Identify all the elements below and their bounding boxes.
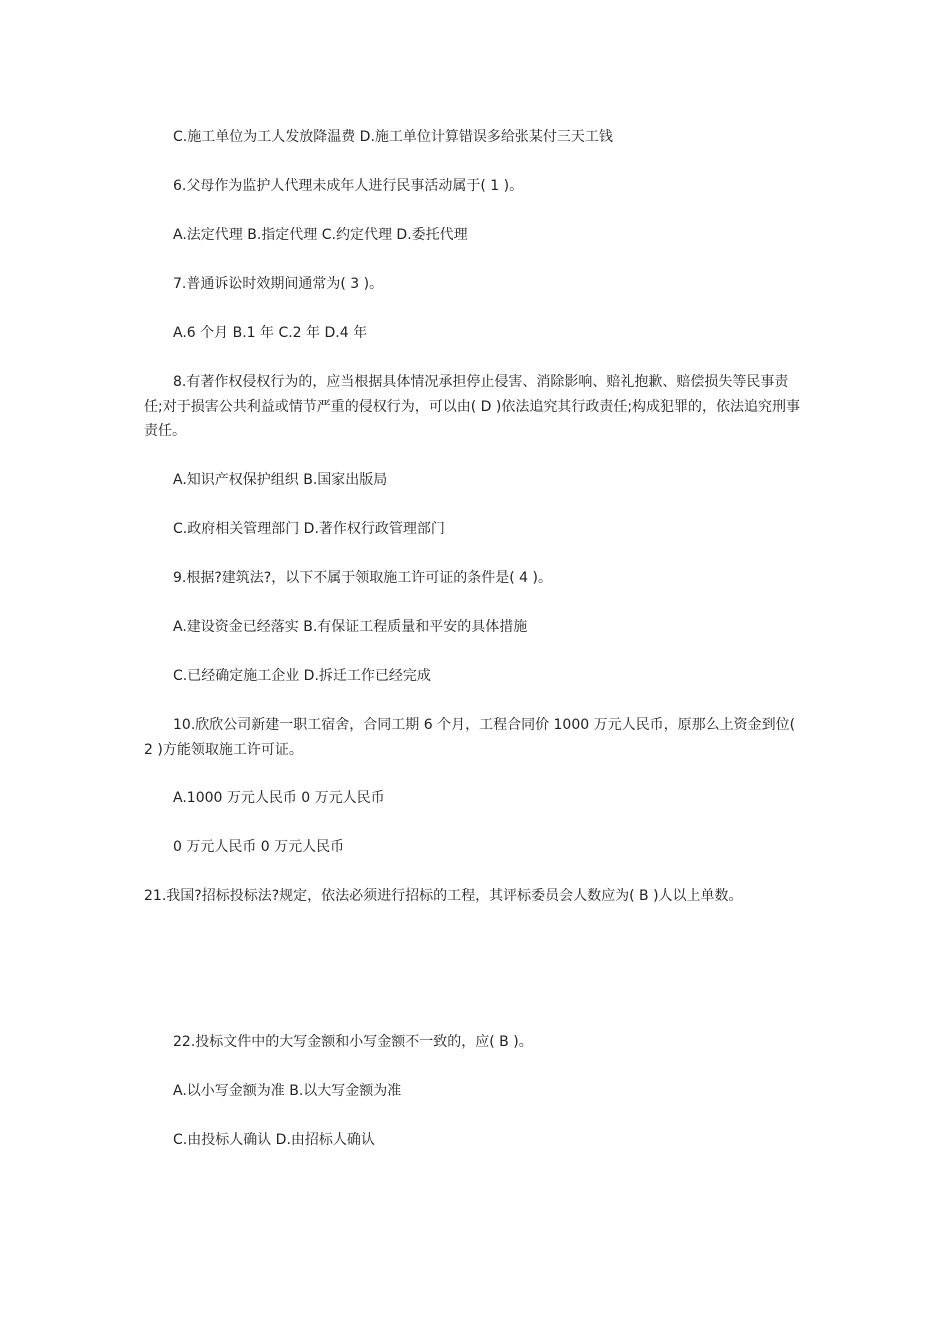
paragraph-options-cd-q10: 0 万元人民币 0 万元人民币	[173, 839, 345, 855]
paragraph-option-cd-q5: C.施工单位为工人发放降温费 D.施工单位计算错误多给张某付三天工钱	[173, 129, 613, 145]
paragraph-question-9: 9.根据?建筑法?，以下不属于领取施工许可证的条件是( 4 )。	[173, 570, 552, 586]
paragraph-question-10: 10.欣欣公司新建一职工宿舍，合同工期 6 个月，工程合同价 1000 万元人民币，原那么上资金到位( 2 )方能领取施工许可证。	[144, 717, 796, 758]
paragraph-options-ab-q8: A.知识产权保护组织 B.国家出版局	[173, 472, 388, 488]
paragraph-options-ab-q22: A.以小写金额为准 B.以大写金额为准	[173, 1083, 402, 1099]
paragraph-question-8: 8.有著作权侵权行为的，应当根据具体情况承担停止侵害、消除影响、赔礼抱歉、赔偿损失等民事责任;对于损害公共利益或情节严重的侵权行为，可以由( D )依法追究其行政责任;构成犯罪的，依法追究刑事责任。	[144, 374, 801, 439]
paragraph-options-ab-q10: A.1000 万元人民币 0 万元人民币	[173, 790, 385, 806]
paragraph-options-q6: A.法定代理 B.指定代理 C.约定代理 D.委托代理	[173, 227, 468, 243]
paragraph-options-cd-q9: C.已经确定施工企业 D.拆迁工作已经完成	[173, 668, 431, 684]
paragraph-options-q7: A.6 个月 B.1 年 C.2 年 D.4 年	[173, 325, 368, 341]
paragraph-question-6: 6.父母作为监护人代理未成年人进行民事活动属于( 1 )。	[173, 178, 524, 194]
paragraph-question-7: 7.普通诉讼时效期间通常为( 3 )。	[173, 276, 384, 292]
paragraph-options-cd-q8: C.政府相关管理部门 D.著作权行政管理部门	[173, 521, 445, 537]
paragraph-question-21: 21.我国?招标投标法?规定，依法必须进行招标的工程，其评标委员会人数应为( B )人以上单数。	[144, 888, 743, 904]
paragraph-question-22: 22.投标文件中的大写金额和小写金额不一致的，应( B )。	[173, 1034, 533, 1050]
paragraph-options-cd-q22: C.由投标人确认 D.由招标人确认	[173, 1132, 375, 1148]
paragraph-options-ab-q9: A.建设资金已经落实 B.有保证工程质量和平安的具体措施	[173, 619, 528, 635]
